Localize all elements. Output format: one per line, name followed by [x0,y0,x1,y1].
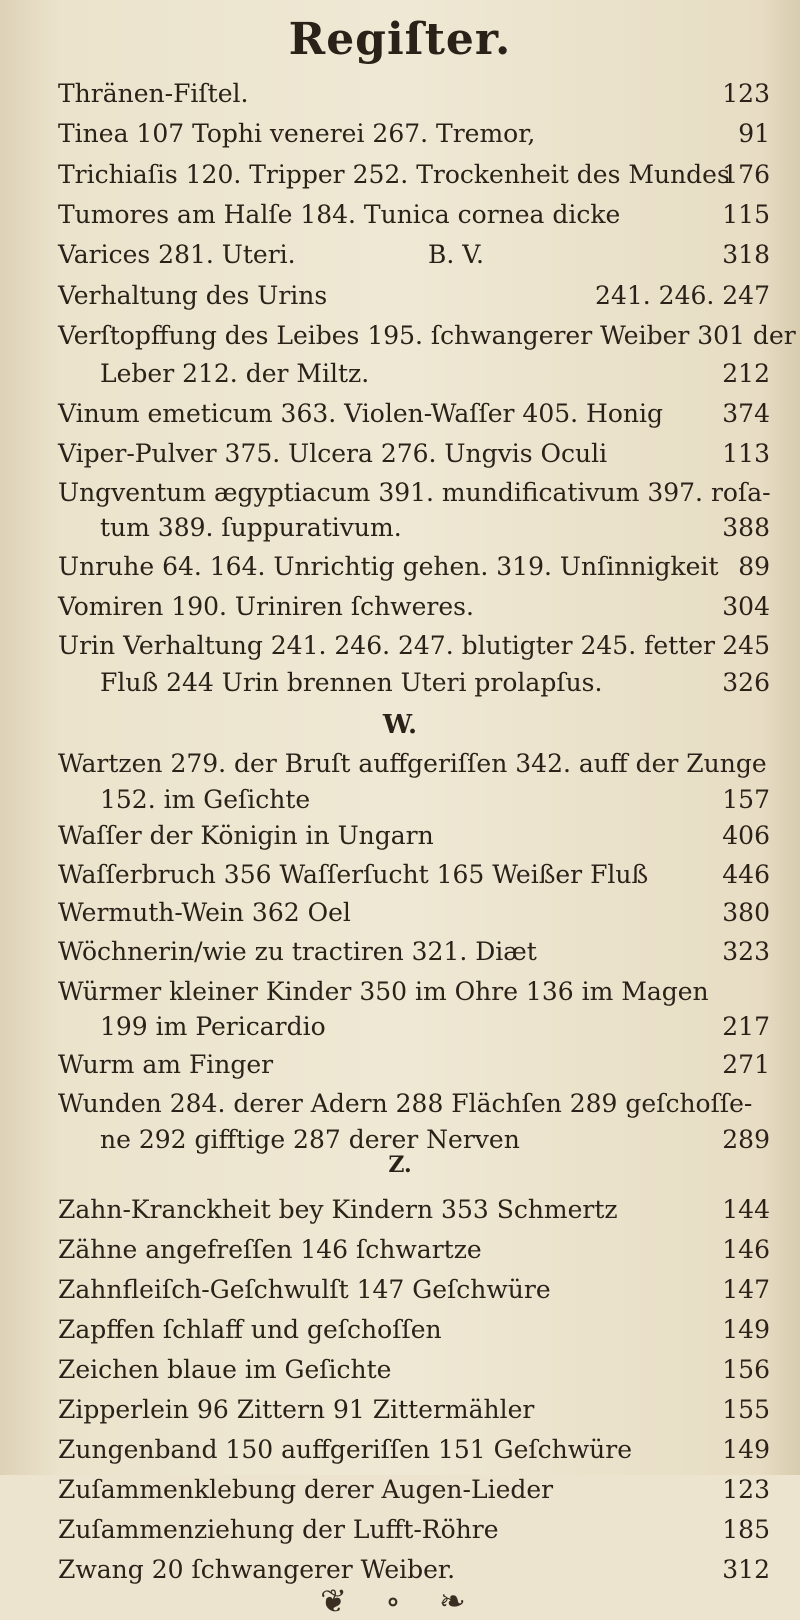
entry-text: Wermuth-Wein 362 Oel [58,898,351,927]
entry-page: 91 [738,119,770,148]
index-entry [58,891,770,935]
index-entry [58,1228,770,1272]
entry-text: Würmer kleiner Kinder 350 im Ohre 136 im Magen [58,977,709,1006]
entry-text: Leber 212. der Miltz. [100,359,370,388]
entry-text: Tumores am Halſe 184. Tunica cornea dicke [58,200,621,229]
entry-page: 176 [722,160,770,189]
entry-text: Verſtopffung des Leibes 195. ſchwangerer Weiber 301 der [58,321,796,350]
entry-text: Wartzen 279. der Bruſt auffgeriſſen 342. auff der Zunge [58,749,767,778]
entry-text: Viper-Pulver 375. Ulcera 276. Ungvis Oculi [58,439,608,468]
entry-page: 446 [722,860,770,889]
index-entry [58,1348,770,1392]
index-entry [58,153,770,197]
index-entry [58,545,770,589]
entry-text: Fluß 244 Urin brennen Uteri prolapſus. [100,668,603,697]
index-entry [58,1508,770,1552]
entry-page: 312 [722,1555,770,1584]
index-entry [58,1043,770,1087]
entry-text: Zähne angefreſſen 146 ſchwartze [58,1235,482,1264]
section-heading-z: Z. [388,1152,412,1178]
entry-text: tum 389. ſuppurativum. [100,513,402,542]
entry-page: 113 [722,439,770,468]
entry-page: 144 [722,1195,770,1224]
entry-text: Thränen-Fiſtel. [58,79,249,108]
index-entry [58,1308,770,1352]
index-entry [100,661,770,705]
entry-page: 323 [722,937,770,966]
entry-page: 149 [722,1435,770,1464]
entry-page: 149 [722,1315,770,1344]
entry-text: Urin Verhaltung 241. 246. 247. blutigter 245. fetter [58,631,715,660]
entry-page: 123 [722,1475,770,1504]
entry-page: 217 [722,1012,770,1041]
entry-text: Zuſammenziehung der Lufft-Röhre [58,1515,499,1544]
index-entry [58,193,770,237]
entry-text: Tinea 107 Tophi venerei 267. Tremor, [58,119,536,148]
entry-text: Vomiren 190. Uriniren ſchweres. [58,592,474,621]
index-entry [100,352,770,396]
entry-text: Zuſammenklebung derer Augen-Lieder [58,1475,554,1504]
section-heading-w: W. [382,710,418,740]
index-entry [58,392,770,436]
index-entry [58,585,770,629]
entry-text: Zeichen blaue im Geſichte [58,1355,392,1384]
ornament-icon: ❦ ∘ ❧ [320,1582,480,1620]
index-entry [58,233,770,277]
entry-text: Wöchnerin/wie zu tractiren 321. Diæt [58,937,537,966]
index-entry [58,1188,770,1232]
entry-text: 199 im Pericardio [100,1012,326,1041]
entry-page: 406 [722,821,770,850]
index-entry [58,274,770,318]
entry-page: 326 [722,668,770,697]
entry-page: 185 [722,1515,770,1544]
entry-page: 388 [722,513,770,542]
entry-text: Varices 281. Uteri. [58,240,296,269]
index-entry [58,72,770,116]
entry-text: Verhaltung des Urins [58,281,328,310]
index-entry [58,814,770,858]
entry-text: Waſſerbruch 356 Waſſerſucht 165 Weißer Fluß [58,860,649,889]
index-entry [58,1388,770,1432]
entry-text: Zungenband 150 auffgeriſſen 151 Geſchwüre [58,1435,632,1464]
index-entry [58,1428,770,1472]
entry-page: 374 [722,399,770,428]
entry-text: Zahnfleiſch-Geſchwulſt 147 Geſchwüre [58,1275,551,1304]
entry-page: 147 [722,1275,770,1304]
entry-text: ne 292 gifftige 287 derer Nerven [100,1125,520,1154]
entry-page: 241. 246. 247 [595,281,770,310]
entry-text: Trichiaſis 120. Tripper 252. Trockenheit des Mundes [58,160,730,189]
entry-page: 245 [722,631,770,660]
entry-page: 123 [722,79,770,108]
entry-page: 304 [722,592,770,621]
index-entry [100,506,770,550]
entry-text: Wurm am Finger [58,1050,274,1079]
entry-page: 212 [722,359,770,388]
entry-page: 380 [722,898,770,927]
index-entry [58,432,770,476]
entry-text: Zwang 20 ſchwangerer Weiber. [58,1555,456,1584]
entry-page: 318 [722,240,770,269]
page-title: Regiſter. [288,14,512,65]
index-entry [58,930,770,974]
entry-text: 152. im Geſichte [100,785,311,814]
entry-text: Waſſer der Königin in Ungarn [58,821,434,850]
entry-page: 146 [722,1235,770,1264]
entry-page: 89 [738,552,770,581]
index-entry [58,1268,770,1312]
entry-text: Ungventum ægyptiacum 391. mundificativum 397. roſa- [58,478,771,507]
entry-page: 157 [722,785,770,814]
entry-text: Zapffen ſchlaff und geſchoſſen [58,1315,442,1344]
section-marker: B. V. [428,240,484,269]
entry-page: 156 [722,1355,770,1384]
entry-text: Zipperlein 96 Zittern 91 Zittermähler [58,1395,535,1424]
entry-text: Unruhe 64. 164. Unrichtig gehen. 319. Unſinnigkeit [58,552,719,581]
entry-page: 155 [722,1395,770,1424]
index-entry [58,112,770,156]
entry-page: 271 [722,1050,770,1079]
entry-text: Wunden 284. derer Adern 288 Flächſen 289 geſchoſſe- [58,1089,753,1118]
entry-text: Vinum emeticum 363. Violen-Waſſer 405. Honig [58,399,663,428]
entry-page: 289 [722,1125,770,1154]
entry-page: 115 [722,200,770,229]
entry-text: Zahn-Kranckheit bey Kindern 353 Schmertz [58,1195,618,1224]
